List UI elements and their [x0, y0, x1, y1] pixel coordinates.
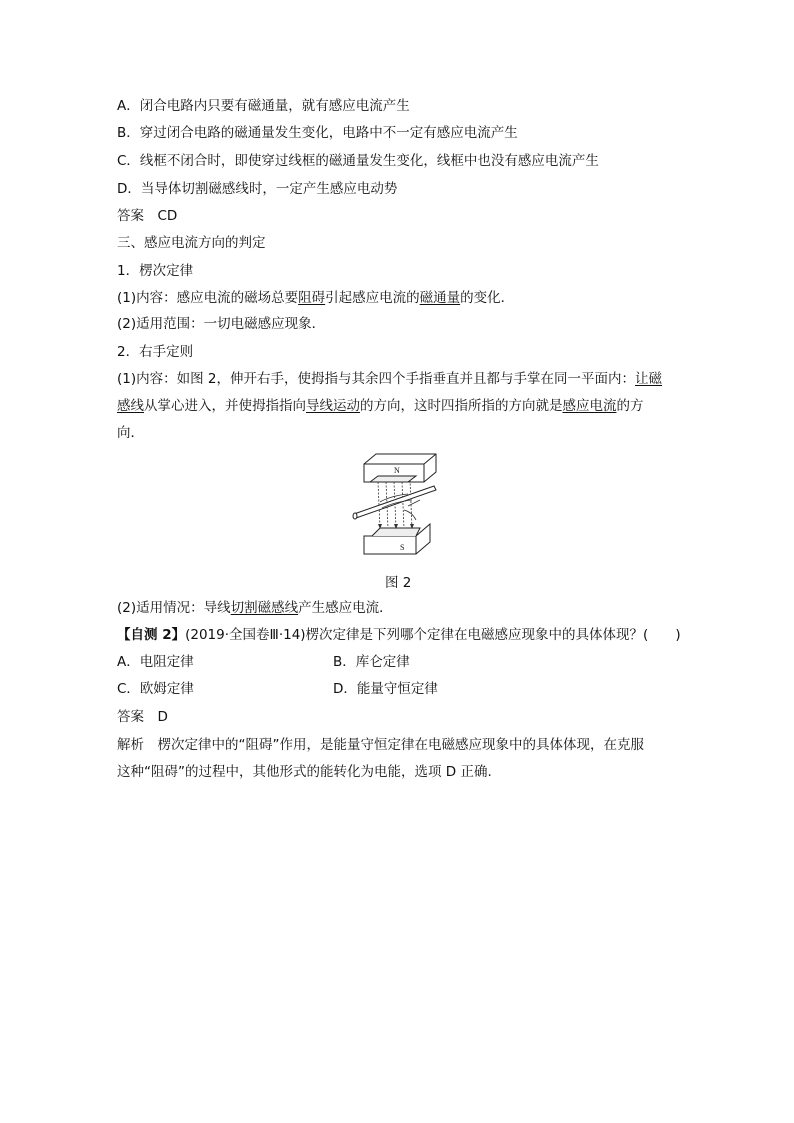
right-hand-use-suffix: 产生感应电流． [298, 600, 393, 616]
right-hand-line-2-blank-2: 导线运动 [306, 398, 360, 414]
lenz-content-blank-2: 磁通量 [419, 290, 461, 306]
right-hand-line-2 [117, 397, 644, 415]
section3-title: 三、感应电流方向的判定 [117, 235, 266, 251]
right-hand-line-1 [117, 370, 662, 388]
pole-s-label: S [400, 543, 405, 552]
right-hand-line-3: 向． [117, 425, 144, 441]
q2-option-b: B．库仑定律 [333, 654, 410, 670]
lenz-content-suffix: 的变化． [460, 290, 515, 306]
q1-option-d: D．当导体切割磁感线时，一定产生感应电动势 [117, 181, 398, 197]
right-hand-line-2-blank-3: 感应电流 [562, 398, 617, 414]
q2-analysis-line-1: 解析 楞次定律中的“阻碍”作用，是能量守恒定律在电磁感应现象中的具体体现，在克服 [117, 737, 644, 753]
magnet-figure [350, 450, 440, 568]
right-hand-use-prefix: (2)适用情况：导线 [117, 600, 231, 616]
lenz-content-mid: 引起感应电流的 [325, 290, 420, 306]
q2-option-c: C．欧姆定律 [117, 681, 194, 697]
pole-n-label: N [394, 466, 400, 475]
q2-analysis-line-2: 这种“阻碍”的过程中，其他形式的能转化为电能，选项 D 正确. [117, 764, 492, 780]
q2-option-a: A．电阻定律 [117, 654, 194, 670]
lenz-heading: 1．楞次定律 [117, 263, 194, 279]
lenz-scope: (2)适用范围：一切电磁感应现象． [117, 316, 326, 332]
q1-option-a: A．闭合电路内只要有磁通量，就有感应电流产生 [117, 98, 410, 114]
lenz-content-blank-1: 阻碍 [298, 290, 326, 306]
q1-option-c: C．线框不闭合时，即使穿过线框的磁通量发生变化，线框中也没有感应电流产生 [117, 153, 599, 169]
q2-answer: 答案 D [117, 709, 168, 725]
right-hand-line-1-blank: 让磁 [635, 371, 663, 387]
right-hand-heading: 2．右手定则 [117, 344, 194, 360]
lenz-content [117, 289, 514, 307]
q2-stem: (2019·全国卷Ⅲ·14)楞次定律是下列哪个定律在电磁感应现象中的具体体现？( ) [185, 627, 681, 643]
right-hand-line-2-blank-1: 感线 [117, 398, 144, 414]
lenz-content-prefix: (1)内容：感应电流的磁场总要 [117, 290, 299, 306]
right-hand-line-2-suffix: 的方 [616, 398, 644, 414]
q2-option-d: D．能量守恒定律 [333, 681, 438, 697]
q1-option-b: B．穿过闭合电路的磁通量发生变化，电路中不一定有感应电流产生 [117, 125, 518, 141]
q1-answer: 答案 CD [117, 208, 178, 224]
right-hand-line-2-mid: 从掌心进入，并使拇指指向 [144, 398, 306, 414]
figure-caption: 图 2 [385, 575, 412, 591]
q2-stem-line [117, 626, 681, 644]
q2-tag: 【自测 2】 [117, 627, 186, 643]
right-hand-use [117, 599, 393, 617]
right-hand-use-blank: 切割磁感线 [230, 600, 299, 616]
right-hand-line-1-prefix: (1)内容：如图 2，伸开右手，使拇指与其余四个手指垂直并且都与手掌在同一平面内： [117, 371, 636, 387]
right-hand-line-2-mid-2: 的方向，这时四指所指的方向就是 [360, 398, 563, 414]
